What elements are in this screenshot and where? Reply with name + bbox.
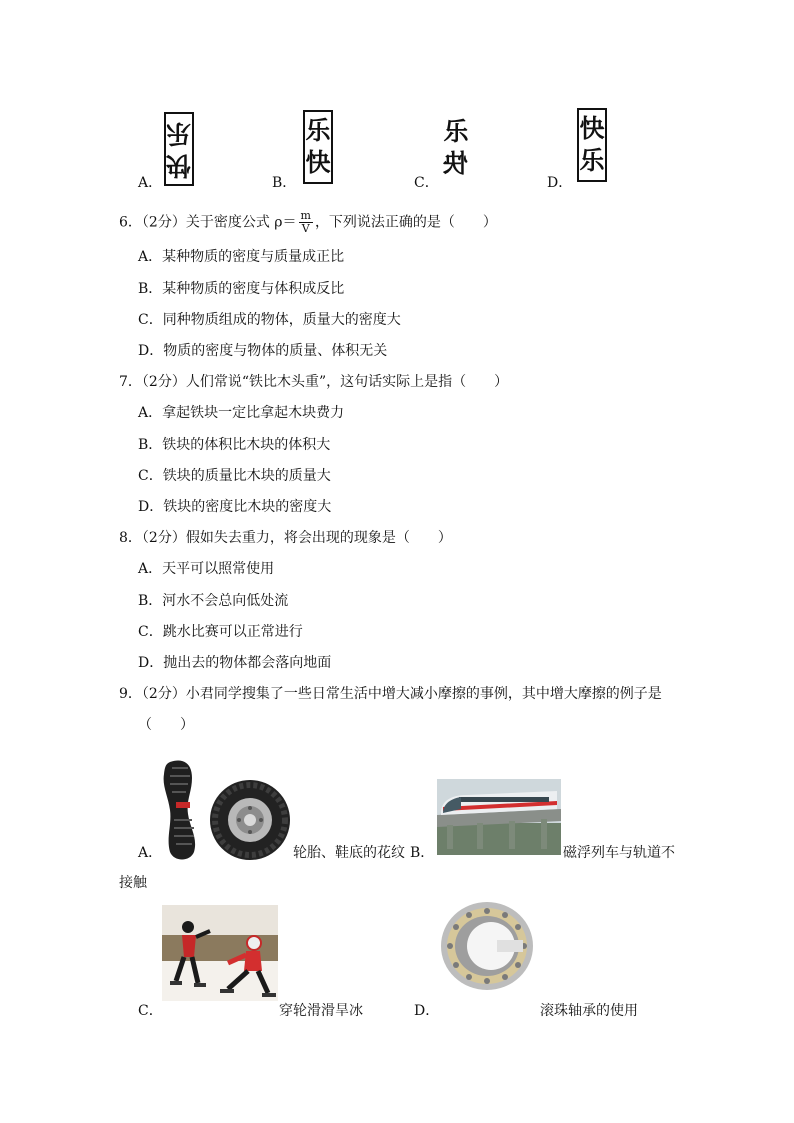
- q9-option-a-letter: A．: [138, 845, 163, 861]
- q8-stem: 8．（2分）假如失去重力，将会出现的现象是（ ）: [119, 530, 452, 546]
- q9-option-a-image: [162, 758, 292, 864]
- q8-option-b: B．河水不会总向低处流: [138, 593, 289, 609]
- q5-option-a-image: 快 乐: [164, 112, 194, 186]
- shoe-and-tire-picture: [162, 758, 292, 864]
- q8-option-d: D．抛出去的物体都会落向地面: [138, 655, 332, 671]
- q5-option-d-image: 快 乐: [577, 108, 607, 182]
- q6-option-d: D．物质的密度与物体的质量、体积无关: [138, 343, 388, 359]
- q6-option-a: A．某种物质的密度与质量成正比: [138, 249, 345, 265]
- q9-option-b-letter: B．: [410, 845, 435, 861]
- roller-skating-picture: [162, 905, 278, 1001]
- q8-option-c: C．跳水比赛可以正常进行: [138, 624, 303, 640]
- density-fraction: $\frac{m}{V}$: [300, 209, 311, 235]
- q9-option-d-text: 滚珠轴承的使用: [540, 1003, 638, 1019]
- q6-option-b: B．某种物质的密度与体积成反比: [138, 281, 345, 297]
- q9-option-a-text: 轮胎、鞋底的花纹: [293, 845, 405, 861]
- q7-option-d: D．铁块的密度比木块的密度大: [138, 499, 332, 515]
- q9-option-b-image: [437, 779, 561, 855]
- q5-option-c-letter: C．: [414, 175, 439, 191]
- q5-option-a-letter: A．: [138, 175, 163, 191]
- q6-stem: 6．（2分）关于密度公式 ρ＝ $\frac{m}{V}$ ，下列说法正确的是（ ）: [119, 209, 497, 235]
- q5-option-b-image: 乐 快: [303, 110, 333, 184]
- q5-option-b-letter: B．: [272, 175, 297, 191]
- q8-option-a: A．天平可以照常使用: [138, 561, 275, 577]
- q9-option-c-text: 穿轮滑滑旱冰: [279, 1003, 363, 1019]
- q6-option-c: C．同种物质组成的物体，质量大的密度大: [138, 312, 401, 328]
- q7-option-b: B．铁块的体积比木块的体积大: [138, 437, 331, 453]
- q5-option-c-image: 快 乐: [441, 111, 471, 185]
- q5-option-d-letter: D．: [547, 175, 573, 191]
- q9-option-d-letter: D．: [414, 1003, 440, 1019]
- q9-option-d-image: [437, 900, 537, 992]
- q7-stem: 7．（2分）人们常说“铁比木头重”，这句话实际上是指（ ）: [119, 374, 509, 390]
- q9-option-c-image: [162, 905, 278, 1001]
- q9-option-b-text-cont: 接触: [119, 875, 147, 891]
- q9-option-b-text: 磁浮列车与轨道不: [563, 845, 675, 861]
- q7-option-a: A．拿起铁块一定比拿起木块费力: [138, 405, 345, 421]
- ball-bearing-picture: [437, 900, 537, 992]
- maglev-train-picture: [437, 779, 561, 855]
- q9-stem-cont: （ ）: [138, 717, 194, 733]
- q7-option-c: C．铁块的质量比木块的质量大: [138, 468, 331, 484]
- q9-option-c-letter: C．: [138, 1003, 163, 1019]
- q9-stem: 9．（2分）小君同学搜集了一些日常生活中增大减小摩擦的事例，其中增大摩擦的例子是: [119, 686, 662, 702]
